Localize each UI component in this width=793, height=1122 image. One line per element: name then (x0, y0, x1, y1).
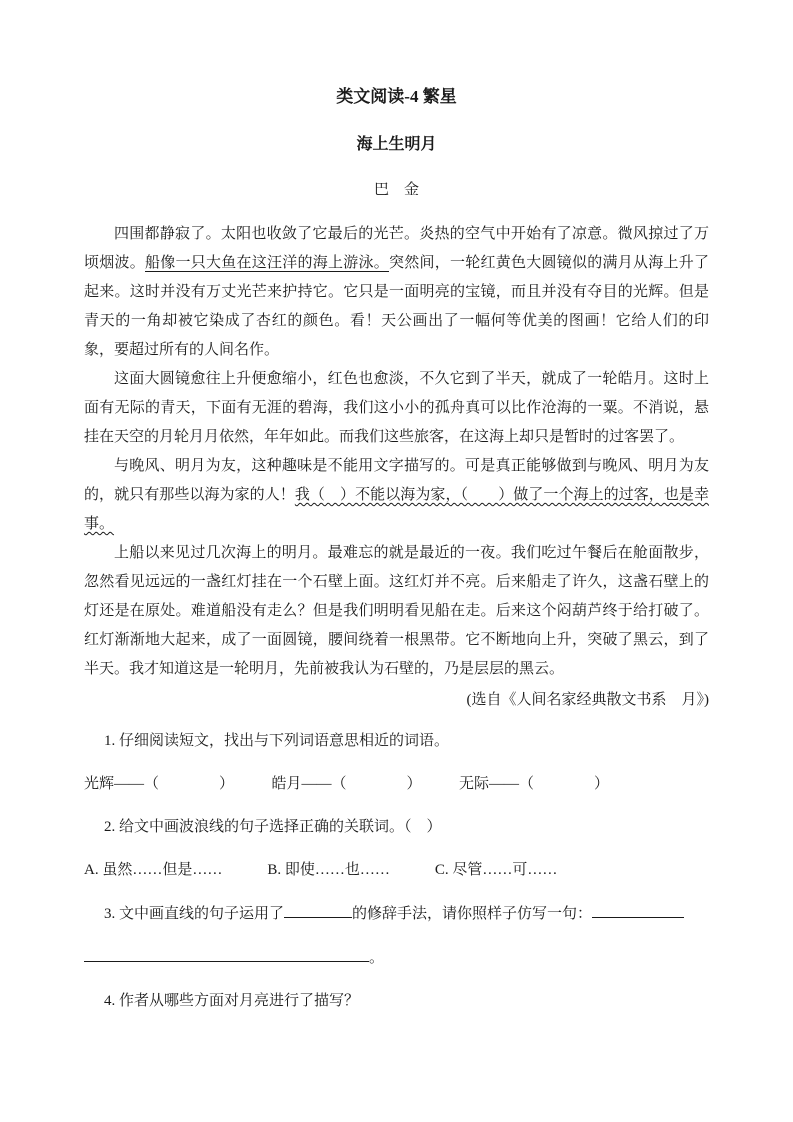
question-text: 。 (369, 950, 385, 966)
body-paragraphs (84, 220, 709, 684)
question (84, 731, 709, 794)
question (84, 817, 709, 880)
question-line (84, 860, 709, 880)
author-name: 巴 金 (373, 182, 419, 198)
source-attribution: (选自《人间名家经典散文书系 月》) (466, 692, 709, 708)
text-segment: 上船以来见过几次海上的明月。最难忘的就是最近的一夜。我们吃过午餐后在舱面散步，忽然看见远远的一盏红灯挂在一个石壁上面。这红灯并不亮。后来船走了许久，这盏石壁上的灯还是在原处。难道船没有走么？但是我们明明看见船在走。后来这个闷葫芦终于给打破了。红灯渐渐地大起来，成了一面圆镜，腰间绕着一根黑带。它不断地向上升，突破了黑云，到了半天。我才知道这是一轮明月，先前被我认为石壁的，乃是层层的黑云。 (84, 545, 709, 677)
question-text: 光辉——（ ） 皓月——（ ） 无际——（ ） (84, 776, 610, 792)
question-line (84, 774, 709, 794)
question-line (84, 817, 709, 837)
question-line (84, 991, 709, 1011)
underlined-sentence: 船像一只大鱼在这汪洋的海上游泳。 (145, 255, 389, 271)
answer-blank (84, 947, 369, 962)
paragraph (84, 220, 709, 365)
question-text: 4. 作者从哪些方面对月亮进行了描写？ (104, 993, 360, 1009)
question-text: 1. 仔细阅读短文，找出与下列词语意思相近的词语。 (104, 733, 450, 749)
paragraph (84, 452, 709, 539)
text-segment: 与晚风、明月为友，这种趣味是不能用文字描写的。可是真正能够做到与晚风、明月为友的，就只有那些以海为家的人！ (84, 458, 709, 503)
article-title: 海上生明月 (356, 136, 437, 153)
paragraph (84, 539, 709, 684)
text-segment: 突然间，一轮红黄色大圆镜似的满月从海上升了起来。这时并没有万丈光芒来护持它。它只是一面明亮的宝镜，而且并没有夺目的光辉。但是青天的一角却被它染成了杏红的颜色。看！天公画出了一幅何等优美的图画！它给人们的印象，要超过所有的人间名作。 (84, 255, 709, 358)
question-text: A. 虽然……但是…… B. 即使……也…… C. 尽管……可…… (84, 862, 558, 878)
question (84, 903, 709, 968)
answer-blank (592, 903, 684, 918)
text-segment: 四围都静寂了。太阳也收敛了它最后的光芒。炎热的空气中开始有了凉意。微风掠过了万顷烟波。 (84, 226, 709, 271)
answer-blank (284, 903, 352, 918)
question-text: 2. 给文中画波浪线的句子选择正确的关联词。（ ） (104, 819, 442, 835)
document-title: 类文阅读-4 繁星 (336, 87, 457, 106)
question-line (84, 947, 709, 968)
paragraph (84, 365, 709, 452)
question (84, 991, 709, 1011)
question-line (84, 731, 709, 751)
wavy-underlined-sentence: 我（ ）不能以海为家，（ ）做了一个海上的过客，也是幸事。 (84, 487, 709, 532)
question-text: 的修辞手法，请你照样子仿写一句： (352, 906, 593, 922)
question-text: 3. 文中画直线的句子运用了 (104, 906, 285, 922)
question-line (84, 903, 709, 924)
text-segment: 这面大圆镜愈往上升便愈缩小，红色也愈淡，不久它到了半天，就成了一轮皓月。这时上面有无际的青天，下面有无涯的碧海，我们这小小的孤舟真可以比作沧海的一粟。不消说，悬挂在天空的月轮月月依然，年年如此。而我们这些旅客，在这海上却只是暂时的过客罢了。 (84, 371, 709, 445)
questions (84, 731, 709, 1011)
